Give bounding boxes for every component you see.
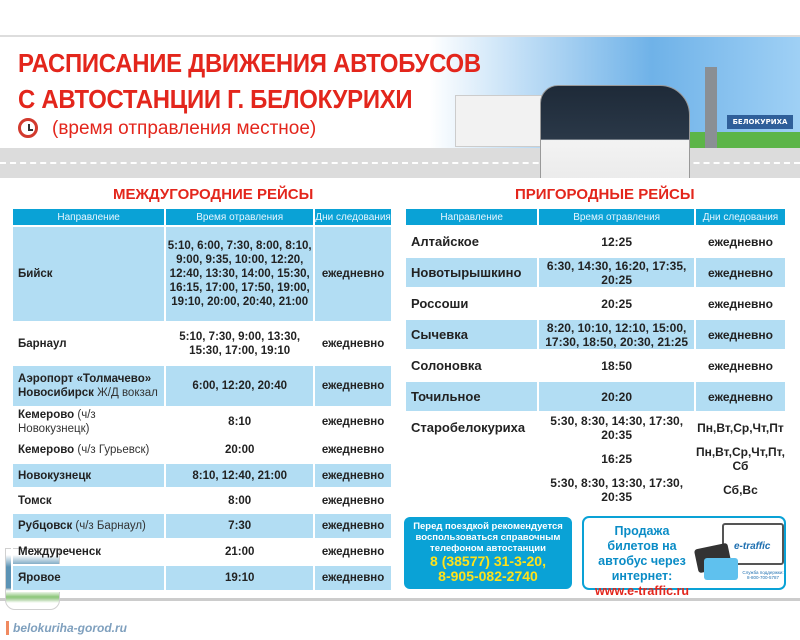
direction-cell (12, 365, 165, 407)
direction-note: (ч/з Гурьевск) (77, 444, 150, 456)
time-cell: 8:10, 12:40, 21:00 (165, 463, 314, 488)
days-cell: ежедневно (314, 322, 392, 365)
footer-site[interactable]: belokuriha-gorod.ru (6, 621, 127, 635)
time-cell: 5:10, 6:00, 7:30, 8:00, 8:10, 9:00, 9:35, 10:00, 12:20, 12:40, 13:30, 14:00, 15:30, 16:15, 17:00, 17:50, 19:00, 19:10, 20:00, 20:40, 21:00 (165, 226, 314, 322)
direction-cell (12, 437, 165, 463)
bank-card-icon (704, 558, 738, 580)
table-row (405, 288, 786, 319)
direction-note: Ж/Д вокзал (97, 387, 158, 399)
bus-station-building (455, 95, 550, 147)
subtitle: (время отправления местное) (52, 118, 317, 139)
days-cell: ежедневно (314, 463, 392, 488)
days-cell: ежедневно (695, 350, 786, 381)
time-cell: 20:25 (538, 288, 695, 319)
days-cell: ежедневно (314, 488, 392, 513)
days-cell: ежедневно (695, 381, 786, 412)
days-cell: ежедневно (314, 365, 392, 407)
table-row (405, 381, 786, 412)
time-cell: 8:00 (165, 488, 314, 513)
col-direction: Направление (405, 208, 538, 226)
days-cell: ежедневно (695, 319, 786, 350)
direction-note: (ч/з Новокузнецк) (18, 409, 96, 435)
col-days: Дни следования (695, 208, 786, 226)
time-cell: 18:50 (538, 350, 695, 381)
time-cell: 12:25 (538, 226, 695, 257)
bus-image (540, 85, 690, 178)
direction-cell (12, 226, 165, 322)
col-time: Время отравления (165, 208, 314, 226)
table-row (12, 365, 392, 407)
direction-name: Рубцовск (18, 520, 73, 532)
time-cell: 21:00 (165, 539, 314, 565)
direction-name: Бийск (18, 268, 53, 280)
days-cell: Пн,Вт,Ср,Чт,Пт (695, 412, 786, 443)
direction-cell (12, 539, 165, 565)
days-cell: ежедневно (314, 437, 392, 463)
etraffic-box (582, 516, 786, 598)
time-cell: 5:30, 8:30, 13:30, 17:30, 20:35 (538, 474, 695, 505)
direction-name: Аэропорт «Толмачево» (18, 373, 152, 385)
direction-name: Барнаул (18, 337, 67, 350)
direction-cell: Россоши (405, 288, 538, 319)
table-row (12, 539, 392, 565)
suburban-title: ПРИГОРОДНЫЕ РЕЙСЫ (515, 186, 695, 203)
table-row (12, 463, 392, 488)
days-cell: Сб,Вс (695, 474, 786, 505)
support-text: Служба поддержки: 8-800-700-5787 (742, 570, 784, 580)
days-cell: ежедневно (314, 539, 392, 565)
time-cell: 8:20, 10:10, 12:10, 15:00, 17:30, 18:50, 20:30, 21:25 (538, 319, 695, 350)
suburban-table (404, 207, 787, 506)
table-row (12, 513, 392, 539)
table-row (12, 226, 392, 322)
city-stela (705, 67, 717, 148)
time-cell: 7:30 (165, 513, 314, 539)
direction-cell: Старобелокуриха (405, 412, 538, 505)
days-cell: ежедневно (314, 226, 392, 322)
direction-cell (12, 488, 165, 513)
col-days: Дни следования (314, 208, 392, 226)
time-cell: 6:30, 14:30, 16:20, 17:35, 20:25 (538, 257, 695, 288)
days-cell: ежедневно (695, 257, 786, 288)
intercity-table (11, 207, 393, 592)
page-title-line2: С АВТОСТАНЦИИ Г. БЕЛОКУРИХИ (18, 84, 413, 114)
table-row (405, 226, 786, 257)
phone-1: 8 (38577) 31-3-20, (430, 553, 546, 569)
time-cell: 19:10 (165, 565, 314, 591)
table-row (12, 407, 392, 437)
table-row (12, 488, 392, 513)
table-row (405, 350, 786, 381)
page-title-line1: РАСПИСАНИЕ ДВИЖЕНИЯ АВТОБУСОВ (18, 48, 481, 78)
direction-cell (12, 513, 165, 539)
direction-name: Новокузнецк (18, 469, 92, 482)
time-cell: 5:10, 7:30, 9:00, 13:30, 15:30, 17:00, 19:10 (165, 322, 314, 365)
time-cell: 20:00 (165, 437, 314, 463)
info-text: Перед поездкой рекомендуется воспользоваться справочным телефоном автостанции (413, 521, 563, 554)
col-direction: Направление (12, 208, 165, 226)
table-row (405, 412, 786, 443)
days-cell: ежедневно (314, 565, 392, 591)
direction-cell (12, 322, 165, 365)
time-cell: 6:00, 12:20, 20:40 (165, 365, 314, 407)
direction-cell: Солоновка (405, 350, 538, 381)
direction-cell: Точильное (405, 381, 538, 412)
etraffic-link[interactable]: www.e-traffic.ru (595, 584, 689, 598)
intercity-title: МЕЖДУГОРОДНИЕ РЕЙСЫ (113, 186, 314, 203)
time-cell: 16:25 (538, 443, 695, 474)
etraffic-text: Продажа билетов на автобус через интернет: (598, 524, 686, 583)
days-cell: Пн,Вт,Ср,Чт,Пт, Сб (695, 444, 785, 473)
city-sign: БЕЛОКУРИХА (727, 115, 793, 129)
table-row (405, 319, 786, 350)
direction-cell: Алтайское (405, 226, 538, 257)
days-cell: ежедневно (695, 288, 786, 319)
table-row (12, 437, 392, 463)
direction-name: Яровое (18, 572, 61, 584)
time-cell: 20:20 (538, 381, 695, 412)
direction-city: Новосибирск (18, 387, 94, 399)
clock-icon (18, 118, 38, 138)
col-time: Время отравления (538, 208, 695, 226)
time-cell: 8:10 (165, 407, 314, 437)
direction-name: Междуреченск (18, 546, 101, 558)
direction-cell (12, 407, 165, 437)
direction-name: Кемерово (18, 444, 75, 456)
direction-cell (12, 463, 165, 488)
days-cell: ежедневно (314, 513, 392, 539)
direction-note: (ч/з Барнаул) (75, 520, 146, 532)
days-cell: ежедневно (314, 407, 392, 437)
etraffic-logo: e-traffic (734, 541, 771, 552)
direction-name: Томск (18, 494, 52, 507)
direction-cell: Сычевка (405, 319, 538, 350)
direction-cell (12, 565, 165, 591)
info-box (404, 517, 572, 589)
days-cell: ежедневно (695, 226, 786, 257)
direction-cell: Новотырышкино (405, 257, 538, 288)
table-row (12, 322, 392, 365)
table-row (405, 257, 786, 288)
phone-2: 8-905-082-2740 (438, 568, 538, 584)
table-row (12, 565, 392, 591)
time-cell: 5:30, 8:30, 14:30, 17:30, 20:35 (538, 412, 695, 443)
direction-name: Кемерово (18, 409, 75, 421)
